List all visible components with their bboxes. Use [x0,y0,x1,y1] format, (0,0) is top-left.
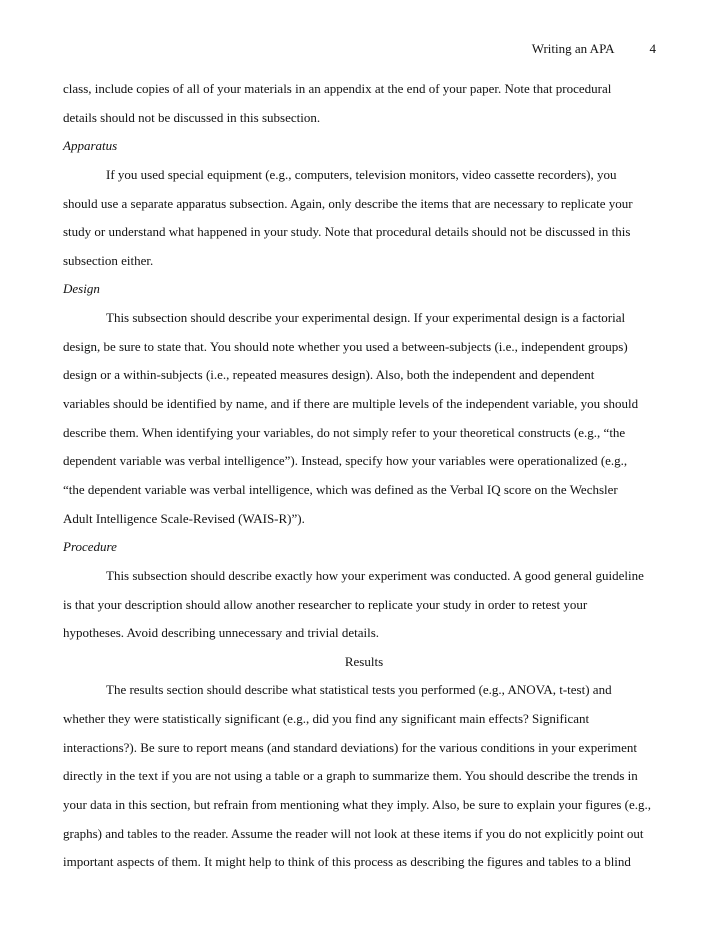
text-line: is that your description should allow another researcher to replicate your study in order to retest your [63,596,588,612]
text-line: class, include copies of all of your materials in an appendix at the end of your paper. Note that procedural [63,81,612,96]
text-line: “the dependent variable was verbal intelligence, which was defined as the Verbal IQ score on the Wechsler [63,481,618,497]
section-heading-apparatus: Apparatus [63,138,118,154]
text-line: This subsection should describe exactly how your experiment was conducted. A good general guideline [106,567,644,583]
section-heading-procedure: Procedure [63,539,117,555]
text-line: important aspects of them. It might help to think of this process as describing the figures and tables to a blind [63,854,631,870]
section-heading-design: Design [63,281,100,297]
text-line: This subsection should describe your experimental design. If your experimental design is a factorial [106,310,626,326]
text-line: study or understand what happened in your study. Note that procedural details should not be discussed in this [63,224,631,240]
text-line: directly in the text if you are not using a table or a graph to summarize them. You should describe the trends in [63,768,638,784]
text-line: your data in this section, but refrain from mentioning what they imply. Also, be sure to explain your figures (e.g., [63,797,652,813]
text-line: graphs) and tables to the reader. Assume the reader will not look at these items if you do not explicitly point out [63,825,644,841]
page-number: 4 [649,41,656,56]
section-heading-results: Results [344,653,384,669]
text-line: hypotheses. Avoid describing unnecessary and trivial details. [63,625,380,641]
text-line: design or a within-subjects (i.e., repeated measures design). Also, both the independent and dependent [63,367,595,383]
text-line: Adult Intelligence Scale-Revised (WAIS-R)”). [63,510,305,526]
text-line: details should not be discussed in this subsection. [63,109,321,125]
text-line: whether they were statistically significant (e.g., did you find any significant main effects? Significant [63,711,590,727]
running-head-title: Writing an APA [531,41,615,56]
text-line: describe them. When identifying your variables, do not simply refer to your theoretical constructs (e.g., “the [63,424,626,440]
text-line: variables should be identified by name, and if there are multiple levels of the independent variable, you should [63,396,639,412]
running-head [532,41,656,57]
text-line: subsection either. [63,252,154,268]
text-line: design, be sure to state that. You should note whether you used a between-subjects (i.e., independent groups) [63,338,628,354]
text-line: interactions?). Be sure to report means (and standard deviations) for the various conditions in your experiment [63,739,637,755]
text-line: If you used special equipment (e.g., computers, television monitors, video cassette recorders), you [106,166,617,182]
text-line: The results section should describe what statistical tests you performed (e.g., ANOVA, t-test) and [106,682,612,698]
document-body [63,75,665,877]
text-line: should use a separate apparatus subsection. Again, only describe the items that are necessary to replicate your [63,195,633,211]
text-line: dependent variable was verbal intelligence”). Instead, specify how your variables were operationalized (e.g., [63,453,628,469]
